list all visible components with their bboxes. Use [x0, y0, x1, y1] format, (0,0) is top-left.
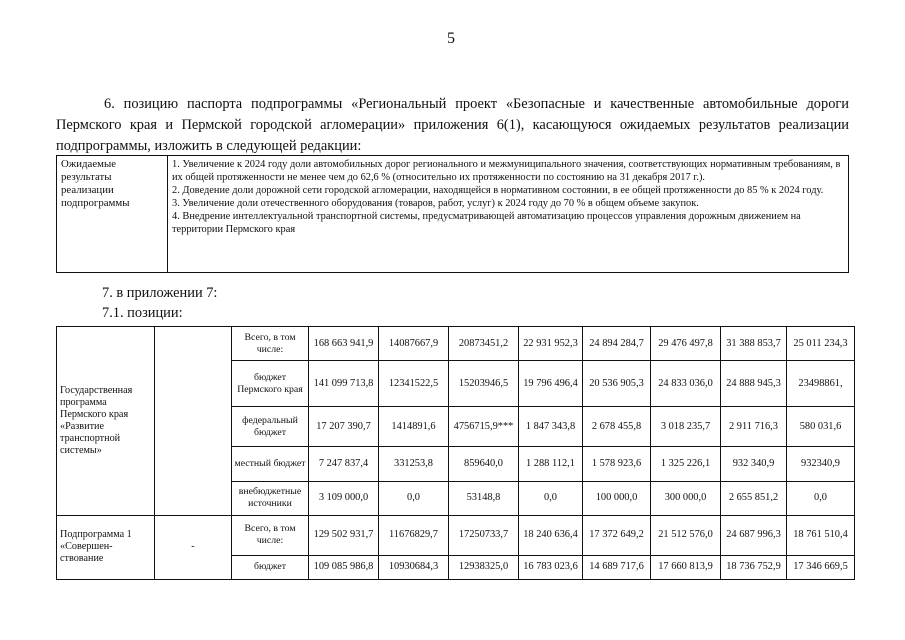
page-number: 5 — [447, 30, 455, 47]
amount-cell: 18 736 752,9 — [721, 555, 787, 579]
amount-cell: 17250733,7 — [449, 515, 519, 555]
amount-cell: 29 476 497,8 — [651, 327, 721, 361]
amount-cell: 24 833 036,0 — [651, 361, 721, 407]
amount-cell: 20 536 905,3 — [583, 361, 651, 407]
amount-cell: 141 099 713,8 — [309, 361, 379, 407]
amount-cell: 300 000,0 — [651, 481, 721, 515]
amount-cell: 14 689 717,6 — [583, 555, 651, 579]
amount-cell: 17 207 390,7 — [309, 407, 379, 447]
intro-paragraph: 6. позицию паспорта подпрограммы «Региональный проект «Безопасные и качественные автомобильные дороги Пермского края и Пермской городской агломерации» приложения 6(1), касающуюся ожидаемых результатов реализации подпрограммы, изложить в следующей редакции: — [56, 96, 849, 154]
program-code-cell — [155, 327, 232, 516]
funding-source-cell: местный бюджет — [232, 447, 309, 481]
amount-cell: 580 031,6 — [787, 407, 855, 447]
amount-cell: 20873451,2 — [449, 327, 519, 361]
amount-cell: 168 663 941,9 — [309, 327, 379, 361]
amount-cell: 0,0 — [379, 481, 449, 515]
amount-cell: 11676829,7 — [379, 515, 449, 555]
amount-cell: 4756715,9*** — [449, 407, 519, 447]
passport-table — [56, 155, 849, 273]
program-name-cell: Государственная программа Пермского края «Развитие транспортной системы» — [57, 327, 155, 516]
result-item: 3. Увеличение доли отечественного оборудования (товаров, работ, услуг) к 2024 году до 70 % в общем объеме закупок. — [172, 198, 699, 209]
amount-cell: 12938325,0 — [449, 555, 519, 579]
amount-cell: 2 655 851,2 — [721, 481, 787, 515]
amount-cell: 129 502 931,7 — [309, 515, 379, 555]
section-7-1-heading: 7.1. позиции: — [102, 305, 183, 321]
amount-cell: 24 894 284,7 — [583, 327, 651, 361]
amount-cell: 15203946,5 — [449, 361, 519, 407]
amount-cell: 18 761 510,4 — [787, 515, 855, 555]
amount-cell: 23498861, — [787, 361, 855, 407]
amount-cell: 25 011 234,3 — [787, 327, 855, 361]
amount-cell: 1 288 112,1 — [519, 447, 583, 481]
amount-cell: 1 847 343,8 — [519, 407, 583, 447]
result-item: 4. Внедрение интеллектуальной транспортной системы, предусматривающей автоматизацию процессов управления дорожным движением на территории Пермского края — [172, 211, 801, 235]
amount-cell: 17 372 649,2 — [583, 515, 651, 555]
amount-cell: 2 911 716,3 — [721, 407, 787, 447]
result-item: 1. Увеличение к 2024 году доли автомобильных дорог регионального и межмуниципального значения, соответствующих нормативным требованиям, в их общей протяженности не менее чем до 62,6 % (относительно их протяженности по состоянию на 31 декабря 2017 г.). — [172, 159, 841, 183]
amount-cell: 17 660 813,9 — [651, 555, 721, 579]
finance-table — [56, 326, 855, 580]
amount-cell: 3 018 235,7 — [651, 407, 721, 447]
amount-cell: 1 578 923,6 — [583, 447, 651, 481]
amount-cell: 3 109 000,0 — [309, 481, 379, 515]
amount-cell: 2 678 455,8 — [583, 407, 651, 447]
funding-source-cell: бюджет Пермского края — [232, 361, 309, 407]
section-7-heading: 7. в приложении 7: — [102, 285, 218, 301]
funding-source-cell: Всего, в том числе: — [232, 327, 309, 361]
amount-cell: 932 340,9 — [721, 447, 787, 481]
amount-cell: 14087667,9 — [379, 327, 449, 361]
passport-results — [168, 156, 849, 273]
amount-cell: 17 346 669,5 — [787, 555, 855, 579]
table-row — [57, 327, 855, 361]
amount-cell: 1414891,6 — [379, 407, 449, 447]
amount-cell: 21 512 576,0 — [651, 515, 721, 555]
amount-cell: 109 085 986,8 — [309, 555, 379, 579]
amount-cell: 100 000,0 — [583, 481, 651, 515]
amount-cell: 7 247 837,4 — [309, 447, 379, 481]
amount-cell: 31 388 853,7 — [721, 327, 787, 361]
amount-cell: 331253,8 — [379, 447, 449, 481]
amount-cell: 22 931 952,3 — [519, 327, 583, 361]
funding-source-cell: внебюджетные источники — [232, 481, 309, 515]
program-name-cell: Подпрограмма 1 «Совершен- ствование — [57, 515, 155, 579]
funding-source-cell: бюджет — [232, 555, 309, 579]
result-item: 2. Доведение доли дорожной сети городской агломерации, находящейся в нормативном состоянии, в ее общей протяженности до 85 % к 2024 году. — [172, 185, 824, 196]
amount-cell: 16 783 023,6 — [519, 555, 583, 579]
amount-cell: 12341522,5 — [379, 361, 449, 407]
amount-cell: 1 325 226,1 — [651, 447, 721, 481]
amount-cell: 24 687 996,3 — [721, 515, 787, 555]
table-row — [57, 515, 855, 555]
funding-source-cell: федеральный бюджет — [232, 407, 309, 447]
amount-cell: 18 240 636,4 — [519, 515, 583, 555]
amount-cell: 0,0 — [519, 481, 583, 515]
amount-cell: 0,0 — [787, 481, 855, 515]
passport-label: Ожидаемые результаты реализации подпрограммы — [57, 156, 168, 273]
amount-cell: 53148,8 — [449, 481, 519, 515]
amount-cell: 932340,9 — [787, 447, 855, 481]
amount-cell: 24 888 945,3 — [721, 361, 787, 407]
program-code-cell: - — [155, 515, 232, 579]
funding-source-cell: Всего, в том числе: — [232, 515, 309, 555]
amount-cell: 859640,0 — [449, 447, 519, 481]
amount-cell: 19 796 496,4 — [519, 361, 583, 407]
amount-cell: 10930684,3 — [379, 555, 449, 579]
